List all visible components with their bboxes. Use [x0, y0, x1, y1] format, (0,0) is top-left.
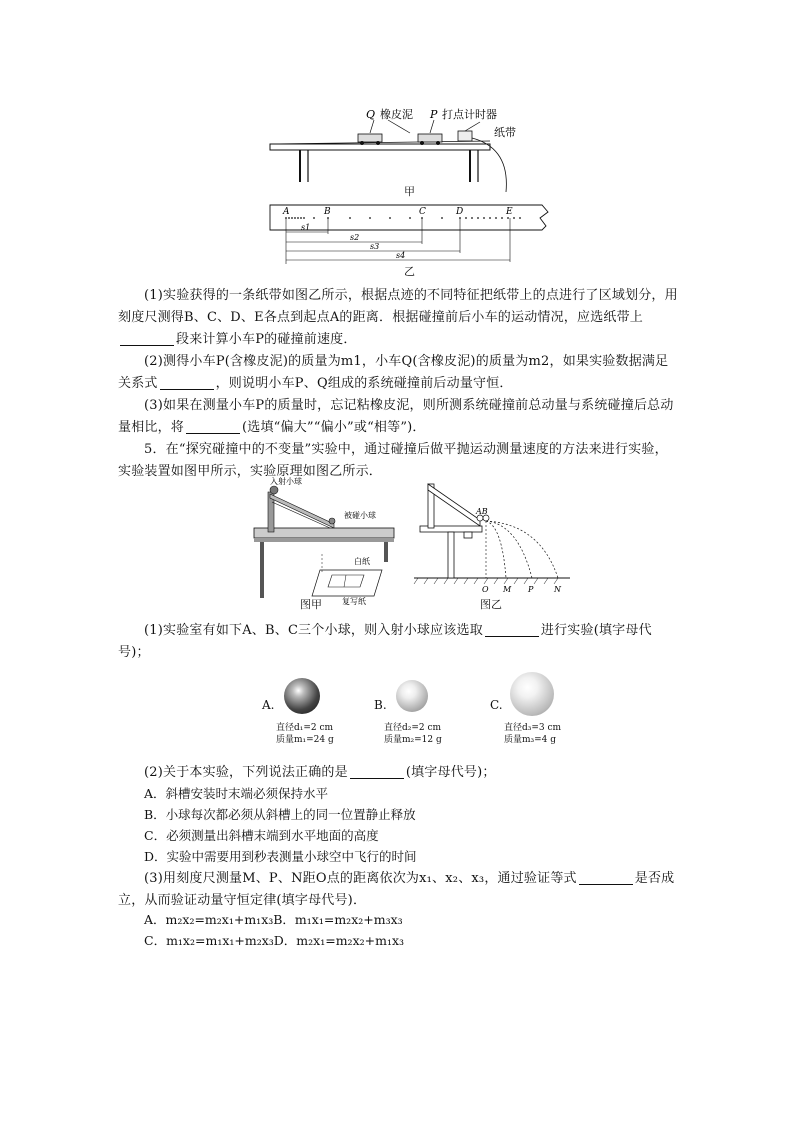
q4-part2-text: (2)测得小车P(含橡皮泥)的质量为m1，小车Q(含橡皮泥)的质量为m2，如果实验数据满足关系式 — [118, 354, 669, 391]
q5-option-d: D．实验中需要用到秒表测量小球空中飞行的时间 — [144, 849, 417, 864]
ball-c-letter: C. — [490, 698, 503, 712]
ball-a-letter: A. — [262, 698, 275, 712]
label-white-paper: 白纸 — [354, 557, 370, 566]
q5-part3-text: (3)用刻度尺测量M、P、N距O点的距离依次为x₁、x₂、x₃，通过验证等式 — [144, 871, 577, 886]
ball-options — [262, 672, 562, 752]
ground-point-o: O — [482, 585, 489, 594]
q5-option-a: A．斜槽安装时末端必须保持水平 — [144, 786, 329, 801]
label-ab: AB — [476, 507, 488, 516]
q4-part3-text: (3)如果在测量小车P的质量时，忘记粘橡皮泥，则所测系统碰撞前总动量与系统碰撞后总动量相比，将 — [118, 398, 674, 435]
caption-fig-b: 乙 — [404, 265, 415, 278]
q4-part1-end: 段来计算小车P的碰撞前速度． — [176, 332, 357, 347]
tape-point-e: E — [506, 207, 513, 217]
ball-c-diameter: 直径d₃=3 cm — [504, 723, 562, 733]
ball-a-mass: 质量m₁=24 g — [276, 735, 334, 745]
figure-cart-track — [260, 100, 530, 195]
timer-device — [458, 131, 472, 141]
tape-point-d: D — [456, 207, 464, 217]
caption-fig-a: 甲 — [404, 185, 415, 198]
dist-s3: s3 — [370, 242, 380, 251]
dist-s1: s1 — [301, 223, 311, 232]
caption-trajectories: 图乙 — [480, 598, 502, 611]
q5-part2 — [118, 762, 678, 784]
answer-blank[interactable] — [120, 332, 174, 346]
label-target-ball: 被碰小球 — [344, 511, 376, 520]
ball-c-mass: 质量m₃=4 g — [504, 735, 557, 745]
cart-q — [358, 134, 382, 142]
answer-blank[interactable] — [485, 623, 539, 637]
ball-a-diameter: 直径d₁=2 cm — [276, 723, 334, 733]
dist-s4: s4 — [396, 251, 406, 260]
q4-part3-end: (选填“偏大”“偏小”或“相等”)． — [242, 420, 426, 435]
ground-point-m: M — [503, 585, 512, 594]
q5-option-c: C．必须测量出斜槽末端到水平地面的高度 — [144, 828, 379, 843]
ball-b-info — [384, 722, 442, 746]
ball-c-info — [504, 722, 561, 746]
q4-part2-end: ，则说明小车P、Q组成的系统碰撞前后动量守恒． — [215, 376, 513, 391]
q5-formula-row-2: C．m₁x₂=m₁x₁+m₂x₃D．m₂x₁=m₂x₂+m₁x₃ — [144, 933, 405, 948]
q5-part1-end: 进行实验(填字母代号)； — [118, 623, 652, 660]
answer-blank[interactable] — [350, 765, 404, 779]
ball-b-image — [396, 680, 428, 712]
q5-part2-text: (2)关于本实验，下列说法正确的是 — [144, 765, 348, 780]
label-clay: 橡皮泥 — [380, 108, 413, 121]
answer-blank[interactable] — [186, 420, 240, 434]
caption-apparatus: 图甲 — [300, 598, 322, 611]
ball-b-letter: B. — [374, 698, 387, 712]
dist-s2: s2 — [350, 233, 360, 242]
ball-b-mass: 质量m₂=12 g — [384, 735, 442, 745]
cart-p — [418, 134, 442, 142]
label-timer: 打点计时器 — [442, 108, 497, 121]
ball-b-diameter: 直径d₂=2 cm — [384, 723, 442, 733]
tape-point-a: A — [283, 207, 290, 217]
ball-a-info — [276, 722, 334, 746]
answer-blank[interactable] — [579, 871, 633, 885]
q4-part2 — [118, 351, 678, 395]
label-carbon-paper: 复写纸 — [342, 597, 366, 606]
q5-part3 — [118, 868, 678, 912]
figure-tape — [266, 202, 566, 274]
track-board — [270, 144, 490, 150]
ground-point-p: P — [528, 585, 534, 594]
label-incident-ball: 入射小球 — [270, 477, 302, 486]
ground-point-n: N — [554, 585, 561, 594]
figure-apparatus — [250, 472, 400, 608]
ball-c-image — [510, 672, 554, 716]
tape-point-c: C — [419, 207, 426, 217]
figure-trajectories — [410, 474, 580, 598]
tape-point-b: B — [324, 207, 331, 217]
q5-option-b: B．小球每次都必须从斜槽上的同一位置静止释放 — [144, 807, 416, 822]
label-q: Q — [366, 108, 376, 121]
q4-part1 — [118, 285, 678, 351]
label-tape: 纸带 — [494, 126, 516, 139]
q5-part1-text: (1)实验室有如下A、B、C三个小球，则入射小球应该选取 — [144, 623, 483, 638]
q5-part1 — [118, 620, 678, 664]
q5-part2-end: (填字母代号)； — [405, 765, 496, 780]
q5-intro: 5．在“探究碰撞中的不变量”实验中，通过碰撞后做平抛运动测量速度的方法来进行实验，实验装置如图甲所示，实验原理如图乙所示． — [118, 442, 668, 479]
q4-part1-text: (1)实验获得的一条纸带如图乙所示，根据点迹的不同特征把纸带上的点进行了区域划分，用刻度尺测得B、C、D、E各点到起点A的距离．根据碰撞前后小车的运动情况，应选纸带上 — [118, 288, 678, 325]
q5-formula-row-1: A．m₂x₂=m₂x₁+m₁x₃B．m₁x₁=m₂x₂+m₃x₃ — [144, 912, 403, 927]
answer-blank[interactable] — [160, 376, 214, 390]
q4-part3 — [118, 395, 678, 439]
q5-part3-end: 是否成立，从而验证动量守恒定律(填字母代号)． — [118, 871, 675, 908]
label-p: P — [430, 108, 438, 121]
ball-a-image — [284, 678, 320, 714]
